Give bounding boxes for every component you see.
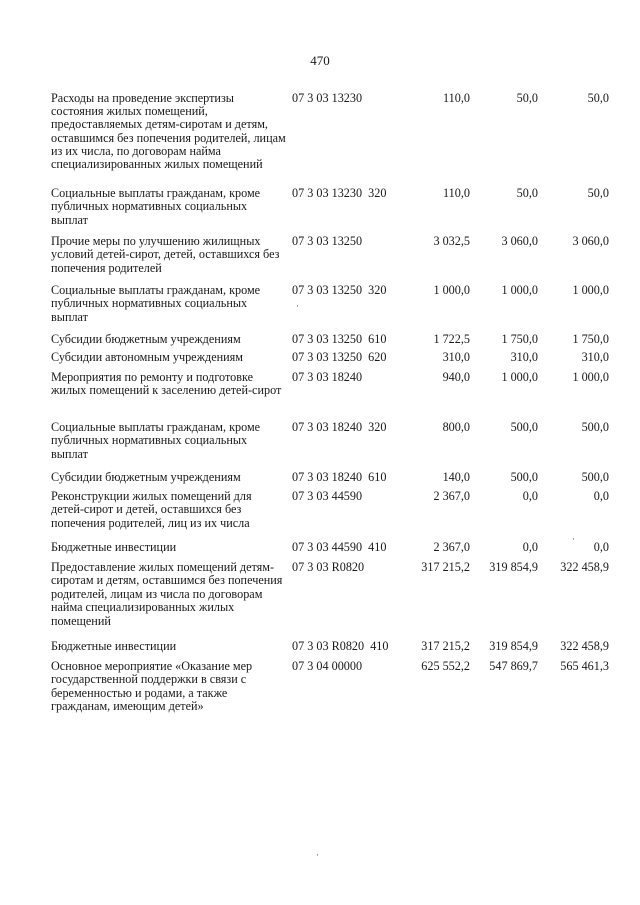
row-description: Бюджетные инвестиции bbox=[51, 639, 177, 653]
row-value-1: 1 722,5 bbox=[433, 332, 470, 346]
row-value-3: 1 750,0 bbox=[572, 332, 609, 346]
row-value-2: 1 000,0 bbox=[501, 283, 538, 297]
row-value-1: 940,0 bbox=[442, 370, 470, 384]
scan-speck: · bbox=[296, 301, 299, 311]
row-value-3: 565 461,3 bbox=[560, 659, 609, 673]
row-description: Субсидии автономным учреждениям bbox=[51, 350, 243, 364]
row-value-3: 1 000,0 bbox=[572, 283, 609, 297]
row-value-2: 1 000,0 bbox=[501, 370, 538, 384]
row-description: Бюджетные инвестиции bbox=[51, 540, 177, 554]
row-value-1: 2 367,0 bbox=[433, 540, 470, 554]
row-code: 07 3 03 18240 bbox=[292, 370, 363, 384]
row-description: Социальные выплаты гражданам, кроме публичных нормативных социальных выплат bbox=[51, 186, 261, 227]
row-value-3: 3 060,0 bbox=[572, 234, 609, 248]
row-code: 07 3 03 13250 620 bbox=[292, 350, 387, 364]
row-value-2: 1 750,0 bbox=[501, 332, 538, 346]
scan-speck: · bbox=[572, 534, 575, 544]
row-value-2: 500,0 bbox=[510, 420, 538, 434]
row-code: 07 3 03 R0820 bbox=[292, 560, 365, 574]
row-value-1: 800,0 bbox=[442, 420, 470, 434]
row-description: Реконструкции жилых помещений для детей-сирот и детей, оставшихся без попечения родителей, лиц из их числа bbox=[51, 489, 252, 530]
row-value-2: 0,0 bbox=[522, 540, 538, 554]
row-code: 07 3 03 13230 320 bbox=[292, 186, 387, 200]
row-value-3: 500,0 bbox=[581, 470, 609, 484]
row-description: Расходы на проведение экспертизы состояния жилых помещений, предоставляемых детям-сиротам и детям, оставшимся без попечения родителей, лицам из их числа, по договорам найма специализированных жилых помещений bbox=[51, 91, 286, 172]
row-value-1: 317 215,2 bbox=[421, 560, 470, 574]
row-code: 07 3 03 44590 410 bbox=[292, 540, 387, 554]
row-value-2: 319 854,9 bbox=[489, 639, 538, 653]
row-description: Субсидии бюджетным учреждениям bbox=[51, 470, 241, 484]
row-value-3: 0,0 bbox=[593, 489, 609, 503]
row-value-3: 50,0 bbox=[587, 91, 609, 105]
row-value-2: 0,0 bbox=[522, 489, 538, 503]
row-description: Предоставление жилых помещений детям-сиротам и детям, оставшимся без попечения родителей, лицам из числа по договорам найма специализированных жилых помещений bbox=[51, 560, 283, 628]
row-code: 07 3 03 13230 bbox=[292, 91, 363, 105]
row-value-2: 319 854,9 bbox=[489, 560, 538, 574]
row-value-1: 310,0 bbox=[442, 350, 470, 364]
scan-speck: · bbox=[316, 850, 319, 860]
row-description: Социальные выплаты гражданам, кроме публичных нормативных социальных выплат bbox=[51, 283, 261, 324]
row-code: 07 3 03 13250 610 bbox=[292, 332, 387, 346]
row-description: Мероприятия по ремонту и подготовке жилых помещений к заселению детей-сирот bbox=[51, 370, 282, 398]
row-value-1: 140,0 bbox=[442, 470, 470, 484]
row-code: 07 3 03 18240 610 bbox=[292, 470, 387, 484]
row-code: 07 3 03 13250 320 bbox=[292, 283, 387, 297]
row-description: Основное мероприятие «Оказание мер государственной поддержки в связи с беременностью и родами, а также гражданам, имеющим детей» bbox=[51, 659, 253, 714]
row-code: 07 3 04 00000 bbox=[292, 659, 363, 673]
row-value-2: 500,0 bbox=[510, 470, 538, 484]
row-value-3: 1 000,0 bbox=[572, 370, 609, 384]
row-value-1: 110,0 bbox=[443, 91, 470, 105]
row-value-2: 547 869,7 bbox=[489, 659, 538, 673]
row-value-3: 310,0 bbox=[581, 350, 609, 364]
row-description: Прочие меры по улучшению жилищных условий детей-сирот, детей, оставшихся без попечения родителей bbox=[51, 234, 280, 275]
row-description: Субсидии бюджетным учреждениям bbox=[51, 332, 241, 346]
row-value-3: 50,0 bbox=[587, 186, 609, 200]
row-value-1: 2 367,0 bbox=[433, 489, 470, 503]
row-value-2: 310,0 bbox=[510, 350, 538, 364]
row-code: 07 3 03 13250 bbox=[292, 234, 363, 248]
row-value-1: 3 032,5 bbox=[433, 234, 470, 248]
row-code: 07 3 03 R0820 410 bbox=[292, 639, 389, 653]
row-value-3: 322 458,9 bbox=[560, 639, 609, 653]
row-code: 07 3 03 18240 320 bbox=[292, 420, 387, 434]
row-value-3: 500,0 bbox=[581, 420, 609, 434]
row-code: 07 3 03 44590 bbox=[292, 489, 363, 503]
row-value-2: 50,0 bbox=[516, 186, 538, 200]
row-value-2: 3 060,0 bbox=[501, 234, 538, 248]
row-value-1: 317 215,2 bbox=[421, 639, 470, 653]
row-value-1: 1 000,0 bbox=[433, 283, 470, 297]
row-value-3: 322 458,9 bbox=[560, 560, 609, 574]
row-value-1: 625 552,2 bbox=[421, 659, 470, 673]
row-value-3: 0,0 bbox=[593, 540, 609, 554]
row-description: Социальные выплаты гражданам, кроме публичных нормативных социальных выплат bbox=[51, 420, 261, 461]
row-value-1: 110,0 bbox=[443, 186, 470, 200]
row-value-2: 50,0 bbox=[516, 91, 538, 105]
page-number: 470 bbox=[310, 53, 330, 68]
